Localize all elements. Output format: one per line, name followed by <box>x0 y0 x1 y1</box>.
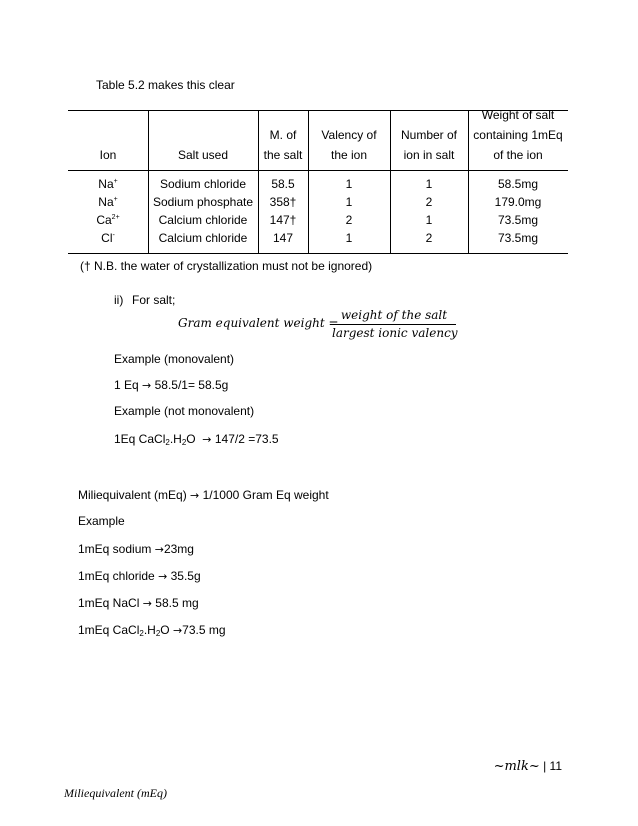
table-bottom-rule <box>68 253 568 254</box>
arrow-icon: → <box>142 597 152 610</box>
table-cell-ion: $Ca^{2+}$ <box>96 213 120 227</box>
section-marker: ii) <box>114 293 124 307</box>
formula-lhs: Gram equivalent weight = <box>178 316 339 330</box>
author-signature: ~mlk~ <box>493 759 540 774</box>
table-cell-mw: 58.5 <box>271 177 295 191</box>
formula-numerator: weight of the salt <box>340 308 448 322</box>
table-cell-salt: Sodium phosphate <box>152 195 254 209</box>
arrow-icon: → <box>190 489 200 502</box>
table-cell-mw: 147 <box>272 231 294 245</box>
arrow-icon: → <box>142 379 152 392</box>
table-cell-valency: 1 <box>345 195 353 209</box>
table-note: († N.B. the water of crystallization must not be ignored) <box>80 259 373 273</box>
table-header-rule <box>68 170 568 171</box>
column-header-salt: Salt used <box>177 148 229 162</box>
list-item: 1mEq NaCl → 58.5 mg <box>78 596 199 610</box>
arrow-icon: → <box>202 433 212 446</box>
section-label: For salt; <box>132 293 176 307</box>
table-cell-mw: 358† <box>269 195 297 209</box>
table-cell-salt: Calcium chloride <box>158 231 248 245</box>
table-cell-valency: 1 <box>345 231 353 245</box>
example-heading: Example (monovalent) <box>114 352 235 366</box>
column-header-weight: Weight of salt containing 1mEq of the ion <box>473 108 563 162</box>
column-header-valency: Valency of the ion <box>321 128 377 162</box>
example-heading: Example (not monovalent) <box>114 404 255 418</box>
example-heading: Example <box>78 514 125 528</box>
table-cell-number: 2 <box>425 231 433 245</box>
column-header-mw: M. of the salt <box>263 128 303 162</box>
arrow-icon: → <box>158 570 168 583</box>
example-line: 1 Eq → 58.5/1= 58.5g <box>114 378 229 392</box>
table-cell-ion: Na+ <box>98 177 118 191</box>
table-cell-mw: 147† <box>269 213 297 227</box>
arrow-icon: → <box>154 543 164 556</box>
column-header-ion: Ion <box>99 148 117 162</box>
running-title: Miliequivalent (mEq) <box>64 786 167 800</box>
example-line: 1Eq $CaCl_2.H_2O \to 147/2 =73.5$ <box>114 432 279 447</box>
table-cell-salt: Calcium chloride <box>158 213 248 227</box>
definition-line: Miliequivalent (mEq) → 1/1000 Gram Eq weight <box>78 488 329 502</box>
footer-separator: | <box>543 759 547 773</box>
table-cell-valency: 1 <box>345 177 353 191</box>
list-item: 1mEq sodium →23mg <box>78 542 194 556</box>
table-cell-number: 1 <box>425 177 433 191</box>
table-cell-salt: Sodium chloride <box>159 177 247 191</box>
table-cell-weight: 73.5mg <box>497 231 539 245</box>
fraction-bar <box>332 324 456 325</box>
page-number: 11 <box>549 759 562 773</box>
table-cell-valency: 2 <box>345 213 353 227</box>
list-item: 1mEq chloride → 35.5g <box>78 569 201 583</box>
table-cell-weight: 179.0mg <box>494 195 542 209</box>
table-cell-ion: Cl- <box>101 231 115 245</box>
table-cell-number: 1 <box>425 213 433 227</box>
arrow-icon: → <box>172 624 183 637</box>
column-header-number: Number of ion in salt <box>400 128 458 162</box>
formula-denominator: largest ionic valency <box>332 326 458 340</box>
table-cell-weight: 58.5mg <box>497 177 539 191</box>
table-caption: Table 5.2 makes this clear <box>96 78 235 92</box>
list-item: 1mEq $CaCl_2.H_2O \to 73.5$ mg <box>78 623 226 638</box>
table-cell-ion: Na+ <box>98 195 118 209</box>
table-cell-weight: 73.5mg <box>497 213 539 227</box>
table-cell-number: 2 <box>425 195 433 209</box>
page-footer <box>494 759 562 774</box>
